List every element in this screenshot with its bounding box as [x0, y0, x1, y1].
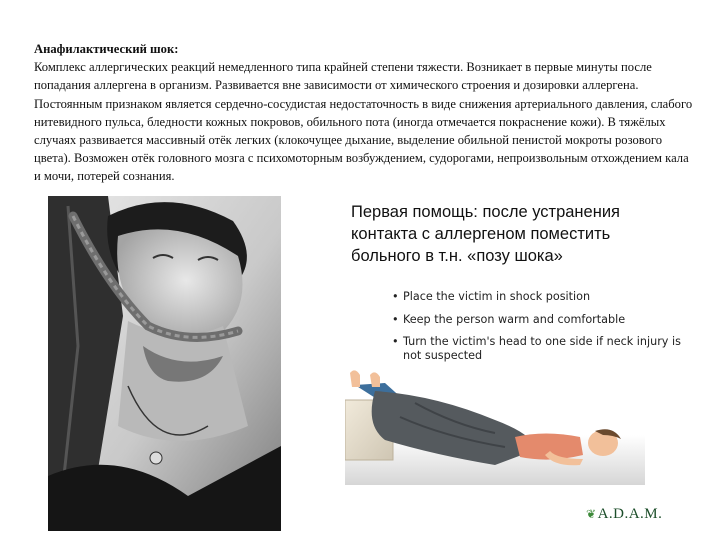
shock-position-drawing — [345, 355, 645, 485]
heading: Анафилактический шок: — [34, 42, 179, 56]
description-block — [34, 40, 694, 186]
logo-text: A.D.A.M. — [597, 506, 663, 522]
bullet: • — [392, 312, 399, 326]
instruction-label: Keep the person warm and comfortable — [403, 312, 626, 326]
list-item — [392, 290, 692, 304]
adam-logo — [586, 506, 662, 523]
first-aid-caption: Первая помощь: после устранения контакта с аллергеном поместить больного в т.н. «позу шока» — [351, 203, 620, 265]
list-item — [392, 313, 692, 327]
photo-neck-swelling — [48, 196, 281, 531]
instruction-label: Place the victim in shock position — [403, 290, 591, 303]
bullet: • — [392, 290, 399, 303]
leaf-icon: ❦ — [586, 507, 597, 521]
bullet: • — [392, 335, 399, 348]
photo-image — [48, 196, 281, 531]
instruction-label: Turn the victim's head to one side if neck injury is not suspected — [403, 335, 681, 362]
description-text: Комплекс аллергических реакций немедленного типа крайней степени тяжести. Возникает в первые минуты после попадания аллергена в организм. Развивается вне зависимости от химического строения и дозировки аллергена. Постоянным признаком является сердечно-сосудистая недостаточность в виде снижения артериального давления, слабого нитевидного пульса, бледности кожных покровов, обильного пота (иногда отмечается покраснение кожи). В тяжёлых случаях развивается массивный отёк легких (клокочущее дыхание, выделение обильной пенистой мокроты розового цвета). Возможен отёк головного мозга с психомоторным возбуждением, судорогами, непроизвольным отхождением кала и мочи, потерей сознания. — [34, 60, 693, 184]
shock-position-illustration — [345, 355, 645, 485]
